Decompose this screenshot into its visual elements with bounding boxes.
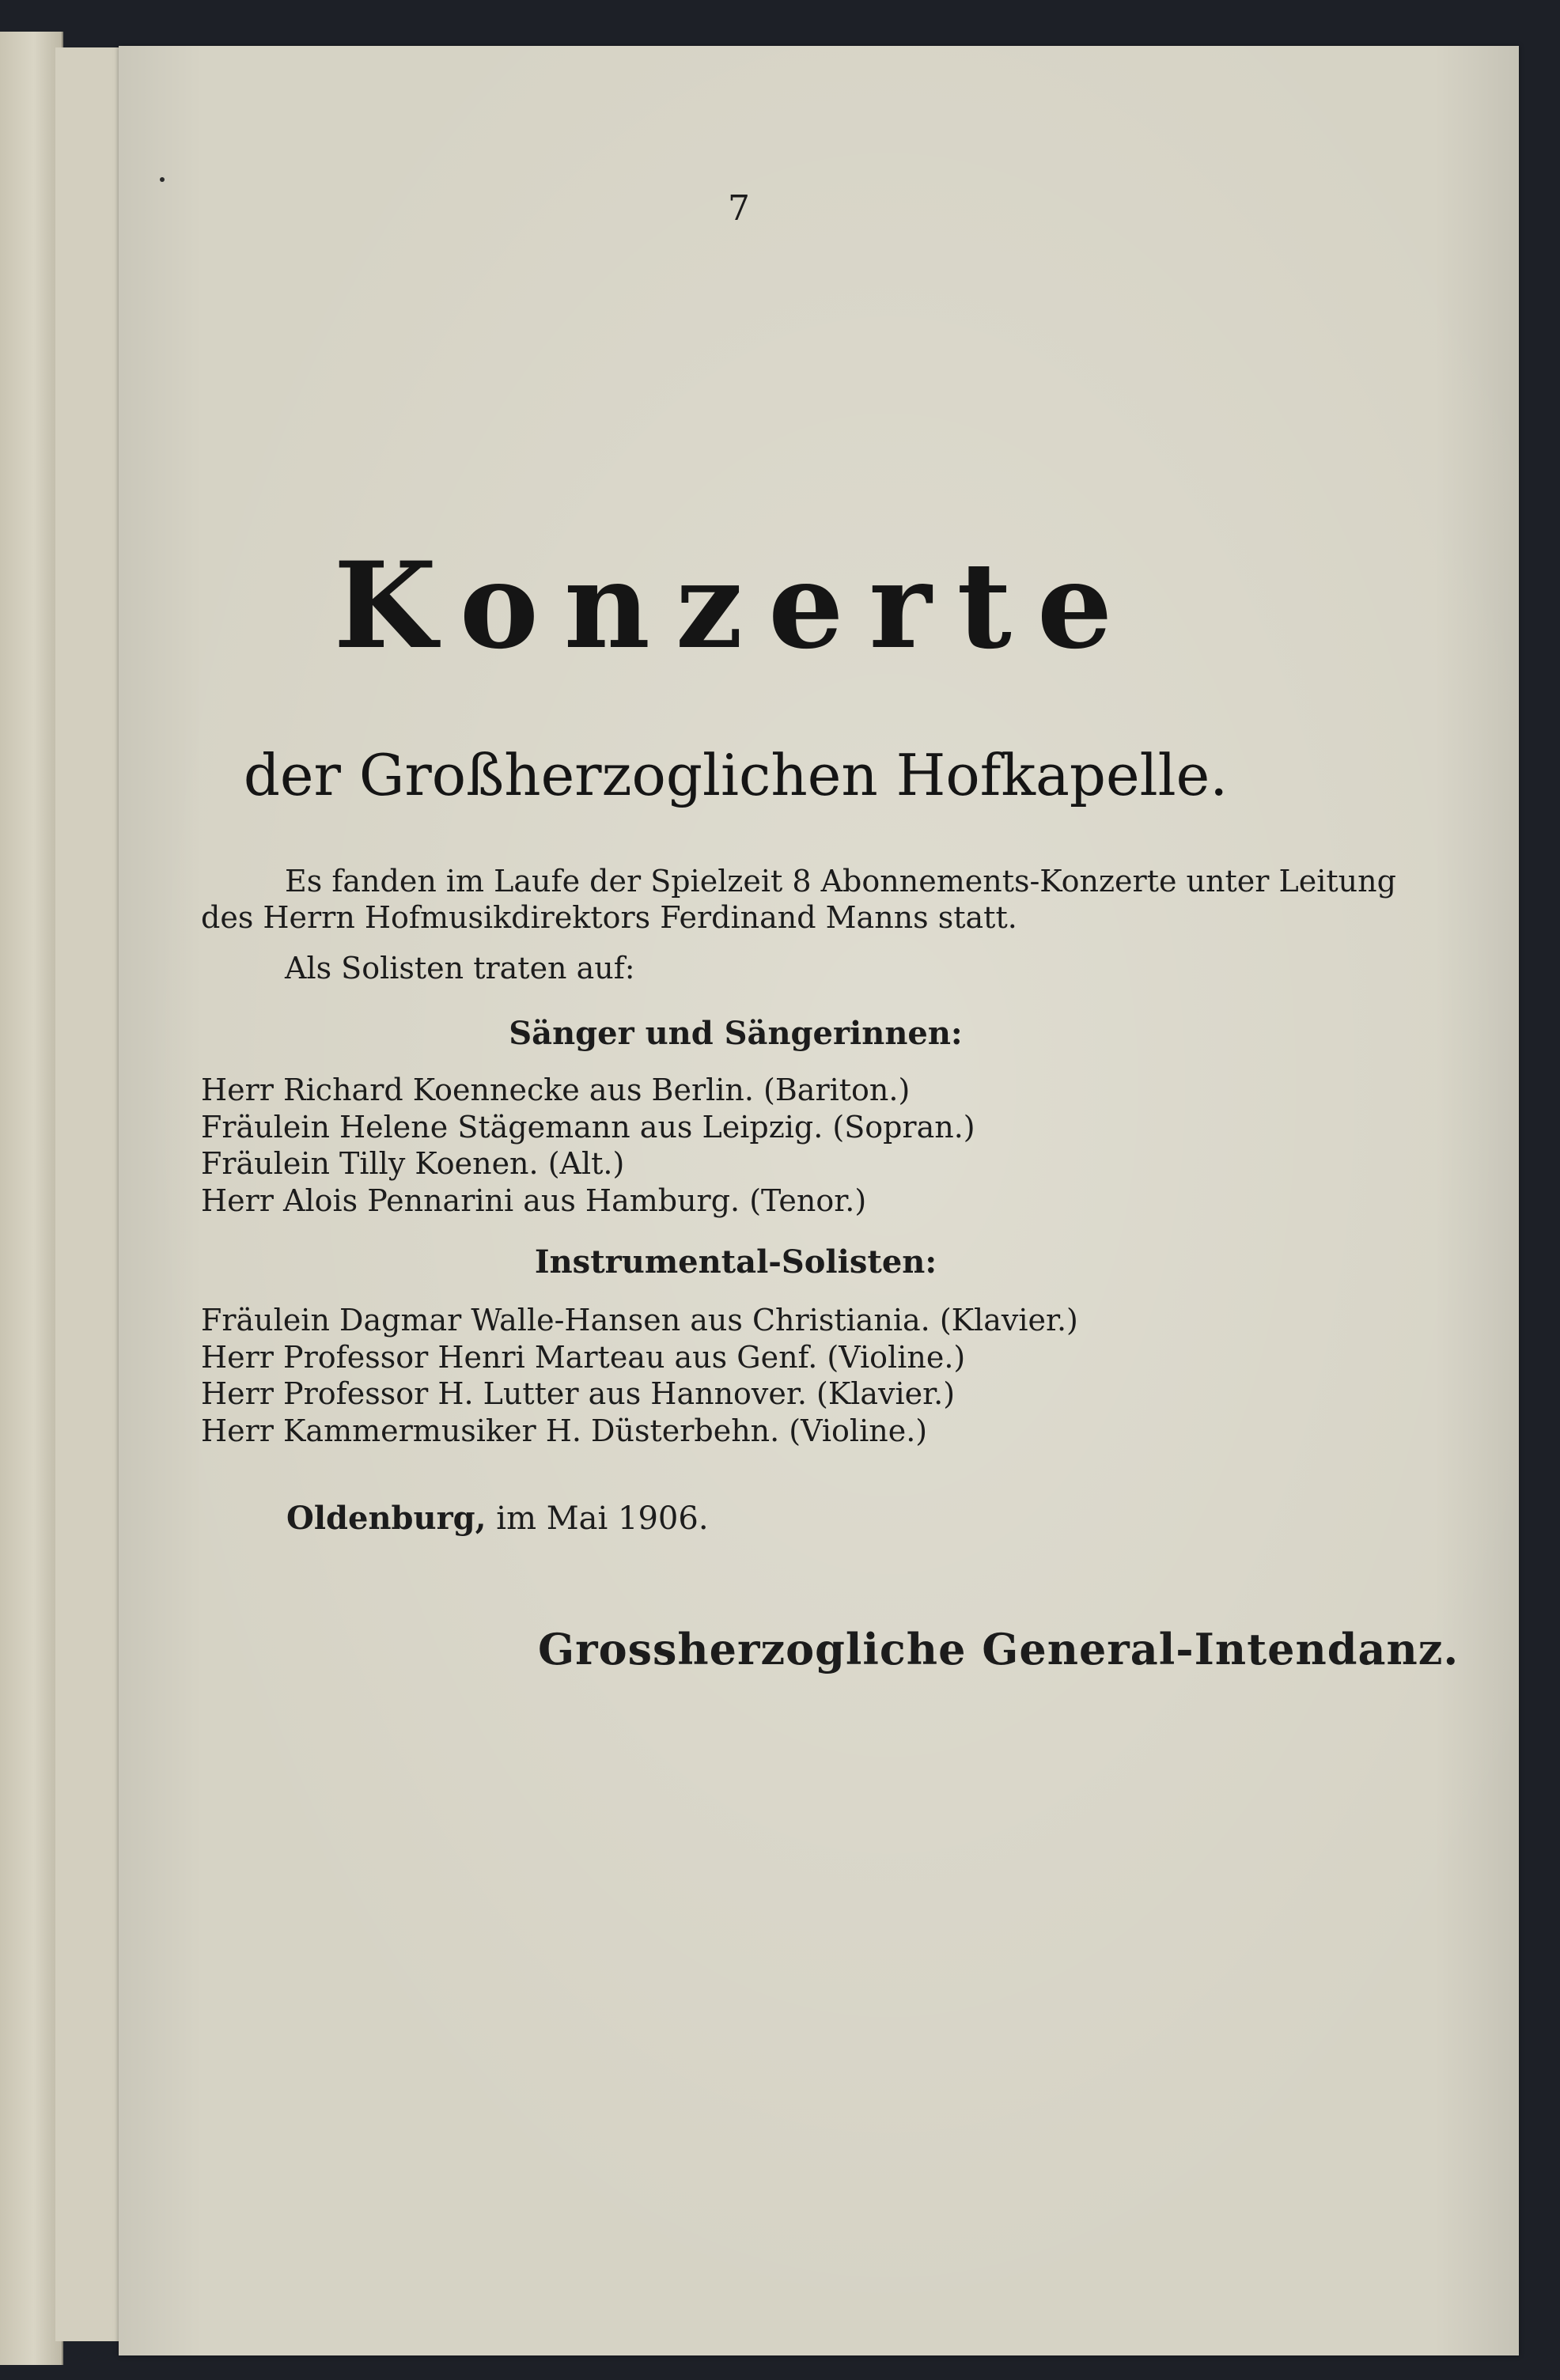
page-title: Konzerte [333,536,1138,675]
place-name: Oldenburg, [286,1500,487,1537]
paper-speck [160,177,165,182]
page-subtitle: der Großherzoglichen Hofkapelle. [243,742,1229,808]
section-heading-instrumental: Instrumental-Solisten: [534,1243,937,1281]
soloist-entry: Fräulein Dagmar Walle-Hansen aus Christiania. (Klavier.) [201,1303,1078,1338]
previous-page-edge [0,32,63,2365]
signature: Grossherzogliche General-Intendanz. [538,1624,1460,1674]
place-date-line [286,1500,709,1537]
section-heading-singers: Sänger und Sängerinnen: [509,1015,963,1052]
date-text: im Mai 1906. [496,1500,709,1537]
intro-line: Es fanden im Laufe der Spielzeit 8 Abonnements-Konzerte unter Leitung [285,864,1396,899]
soloist-entry: Herr Richard Koennecke aus Berlin. (Bariton.) [201,1073,911,1107]
binding-strip [55,47,127,2341]
soloist-entry: Herr Professor Henri Marteau aus Genf. (Violine.) [201,1340,966,1375]
soloist-entry: Herr Professor H. Lutter aus Hannover. (Klavier.) [201,1376,956,1411]
soloist-entry: Fräulein Tilly Koenen. (Alt.) [201,1146,625,1181]
intro-line: Als Solisten traten auf: [285,951,635,986]
page-number: 7 [728,188,750,229]
soloist-entry: Fräulein Helene Stägemann aus Leipzig. (Sopran.) [201,1110,975,1145]
document-page [119,46,1519,2355]
soloist-entry: Herr Alois Pennarini aus Hamburg. (Tenor.) [201,1183,867,1218]
intro-line: des Herrn Hofmusikdirektors Ferdinand Manns statt. [201,900,1017,935]
soloist-entry: Herr Kammermusiker H. Düsterbehn. (Violine.) [201,1413,928,1448]
